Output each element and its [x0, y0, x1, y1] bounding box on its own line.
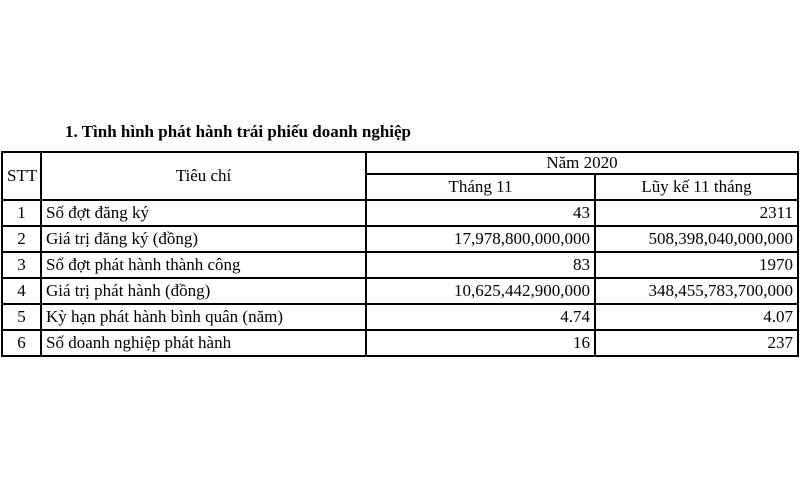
table-row	[2, 200, 798, 226]
row-label: Giá trị phát hành (đồng)	[41, 278, 366, 304]
row-label: Số doanh nghiệp phát hành	[41, 330, 366, 356]
section-title: 1. Tình hình phát hành trái phiếu doanh nghiệp	[65, 122, 411, 141]
row-cumulative-value: 348,455,783,700,000	[595, 278, 798, 304]
row-month-value: 4.74	[366, 304, 595, 330]
row-label: Số đợt phát hành thành công	[41, 252, 366, 278]
row-stt: 3	[2, 252, 41, 278]
row-stt: 2	[2, 226, 41, 252]
row-label: Kỳ hạn phát hành bình quân (năm)	[41, 304, 366, 330]
table-row	[2, 278, 798, 304]
row-cumulative-value: 1970	[595, 252, 798, 278]
row-cumulative-value: 237	[595, 330, 798, 356]
header-year-2020: Năm 2020	[366, 152, 798, 174]
row-label: Số đợt đăng ký	[41, 200, 366, 226]
row-stt: 1	[2, 200, 41, 226]
row-month-value: 83	[366, 252, 595, 278]
table-row	[2, 330, 798, 356]
table-row	[2, 252, 798, 278]
row-cumulative-value: 2311	[595, 200, 798, 226]
row-stt: 6	[2, 330, 41, 356]
header-criteria: Tiêu chí	[41, 152, 366, 200]
row-stt: 5	[2, 304, 41, 330]
header-cumulative-11-months: Lũy kế 11 tháng	[595, 174, 798, 200]
row-month-value: 17,978,800,000,000	[366, 226, 595, 252]
row-cumulative-value: 4.07	[595, 304, 798, 330]
row-cumulative-value: 508,398,040,000,000	[595, 226, 798, 252]
header-stt: STT	[2, 152, 41, 200]
table-row	[2, 304, 798, 330]
row-month-value: 10,625,442,900,000	[366, 278, 595, 304]
row-month-value: 16	[366, 330, 595, 356]
table-header-row-year	[2, 152, 798, 174]
row-label: Giá trị đăng ký (đồng)	[41, 226, 366, 252]
row-stt: 4	[2, 278, 41, 304]
table-row	[2, 226, 798, 252]
bond-issuance-table	[1, 151, 799, 357]
row-month-value: 43	[366, 200, 595, 226]
header-month-11: Tháng 11	[366, 174, 595, 200]
